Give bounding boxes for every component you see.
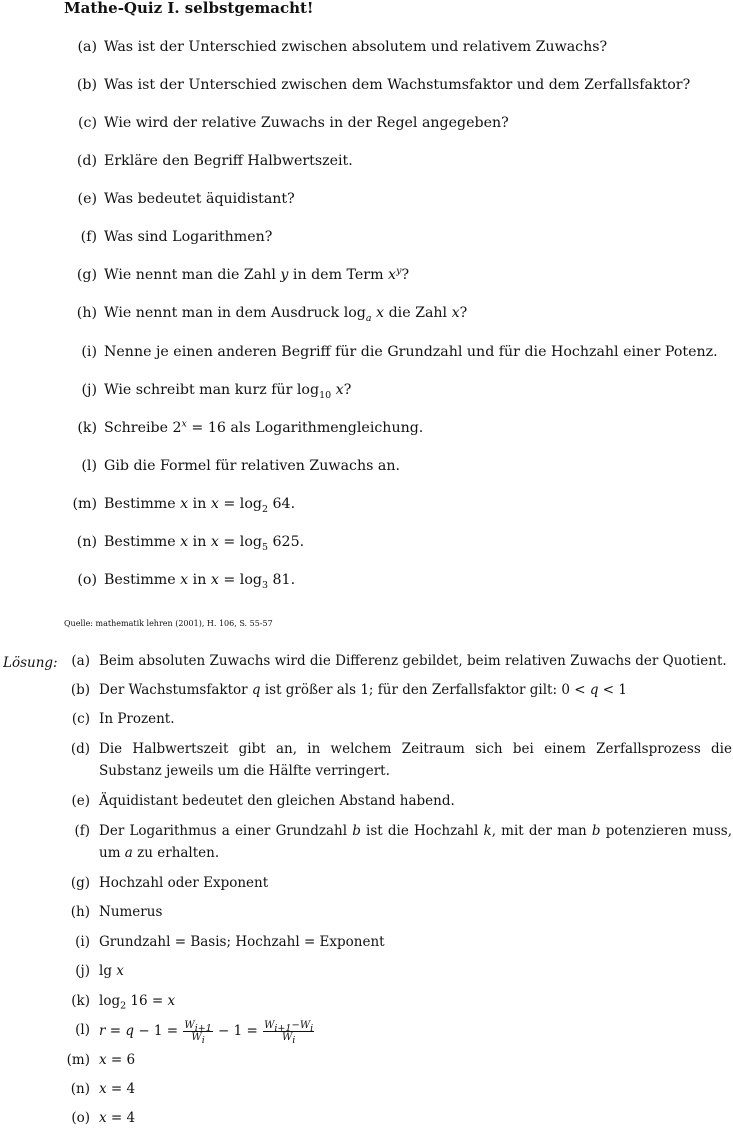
question-item-i <box>0 341 733 363</box>
text-run: = 4 <box>106 1081 136 1097</box>
question-item-d <box>0 150 733 172</box>
math-subscript: i+1 <box>274 1023 292 1034</box>
math-var: k <box>483 823 492 839</box>
answer-label: (c) <box>71 711 90 727</box>
math-var: y <box>280 267 289 283</box>
text-run: ist die Hochzahl <box>360 823 484 839</box>
fraction <box>183 1020 212 1046</box>
math-var: x <box>451 305 460 321</box>
question-text: Nenne je einen anderen Begriff für die Grundzahl und für die Hochzahl einer Potenz. <box>104 344 718 360</box>
answer-text: In Prozent. <box>99 711 175 727</box>
math-subscript: 2 <box>261 503 269 515</box>
text-run: 64. <box>268 496 296 512</box>
answer-text: Grundzahl = Basis; Hochzahl = Exponent <box>99 934 385 950</box>
math-subscript: 5 <box>261 541 269 553</box>
question-item-n <box>0 531 733 553</box>
answer-text <box>99 1050 732 1072</box>
math-subscript: i <box>201 1035 205 1046</box>
answer-label: (g) <box>70 875 90 891</box>
answer-text: Numerus <box>99 904 163 920</box>
text-run: < 1 <box>598 682 627 698</box>
text-run: = 4 <box>106 1110 136 1126</box>
text-run: in dem Term <box>288 267 389 283</box>
text-run: ? <box>343 382 352 398</box>
question-text: Gib die Formel für relativen Zuwachs an. <box>104 458 401 474</box>
text-run: Wie schreibt man kurz für log <box>104 382 320 398</box>
fraction <box>263 1020 314 1046</box>
text-run: = log <box>218 496 262 512</box>
answer-label: (b) <box>70 682 90 698</box>
answer-label: (h) <box>70 904 90 920</box>
math-var: r <box>99 1023 106 1039</box>
math-var: q <box>589 682 599 698</box>
text-run: = log <box>218 534 262 550</box>
answer-label: (i) <box>75 934 90 950</box>
question-item-e <box>0 188 733 210</box>
question-text: Was bedeutet äquidistant? <box>104 191 295 207</box>
quiz-title: Mathe-Quiz I. selbstgemacht! <box>64 0 314 17</box>
answer-label: (n) <box>70 1081 90 1097</box>
math-var: q <box>251 682 261 698</box>
math-var: q <box>125 1023 135 1039</box>
answer-label: (k) <box>71 993 90 1009</box>
question-label: (o) <box>77 572 97 588</box>
math-var: x <box>167 993 176 1009</box>
question-label: (d) <box>76 153 97 169</box>
question-item-b <box>0 74 733 96</box>
answer-label: (f) <box>74 823 90 839</box>
question-text <box>104 417 423 439</box>
text-run: lg <box>99 963 117 979</box>
text-run: 16 = <box>126 993 168 1009</box>
math-exponent: y <box>396 265 402 277</box>
math-var: b <box>591 823 601 839</box>
question-text: Wie wird der relative Zuwachs in der Regel angegeben? <box>104 115 509 131</box>
question-text: Was ist der Unterschied zwischen dem Wachstumsfaktor und dem Zerfallsfaktor? <box>104 77 691 93</box>
math-var: W <box>264 1020 275 1031</box>
answer-label: (d) <box>70 741 90 757</box>
text-run: potenzieren muss, um <box>99 823 732 861</box>
solution-heading: Lösung: <box>3 655 58 671</box>
answer-text: Hochzahl oder Exponent <box>99 875 269 891</box>
text-run: = 16 als Logarithmengleichung. <box>186 420 424 436</box>
math-var: x <box>210 572 219 588</box>
math-var: x <box>116 963 124 979</box>
text-run: Wie nennt man in dem Ausdruck log <box>104 305 366 321</box>
math-var: x <box>210 496 219 512</box>
text-run: ist größer als 1; für den Zerfallsfaktor gilt: 0 < <box>260 682 590 698</box>
question-item-j <box>0 379 733 401</box>
question-label: (j) <box>81 382 97 398</box>
math-subscript: i+1 <box>194 1023 212 1034</box>
answer-text <box>99 1079 732 1101</box>
math-subscript: 2 <box>120 1000 127 1012</box>
question-item-f <box>0 226 733 248</box>
math-var: x <box>180 534 189 550</box>
question-label: (l) <box>81 458 97 474</box>
math-var: x <box>99 1081 107 1097</box>
question-text: Was sind Logarithmen? <box>104 229 273 245</box>
question-text <box>104 379 351 401</box>
question-text <box>104 531 304 553</box>
answer-text <box>99 1108 732 1130</box>
text-run: Bestimme <box>104 572 181 588</box>
question-text <box>104 264 409 286</box>
answer-text <box>99 1020 732 1046</box>
question-text <box>104 569 295 591</box>
question-item-o <box>0 569 733 591</box>
answer-text <box>99 680 732 702</box>
math-var: x <box>388 267 397 283</box>
text-run: in <box>188 534 211 550</box>
math-var: x <box>376 305 385 321</box>
answer-text <box>99 961 732 983</box>
text-run: in <box>188 496 211 512</box>
math-var: x <box>210 534 219 550</box>
text-run: , mit der man <box>491 823 592 839</box>
text-run: in <box>188 572 211 588</box>
question-item-k <box>0 417 733 439</box>
math-var: W <box>191 1032 202 1043</box>
text-run: ? <box>401 267 410 283</box>
question-text: Erkläre den Begriff Halbwertszeit. <box>104 153 353 169</box>
math-var: x <box>99 1052 107 1068</box>
answer-text <box>99 821 732 864</box>
question-label: (m) <box>72 496 97 512</box>
text-run: Schreibe 2 <box>104 420 182 436</box>
math-var: W <box>299 1020 311 1031</box>
text-run: die Zahl <box>384 305 452 321</box>
question-label: (c) <box>77 115 97 131</box>
question-label: (n) <box>76 534 97 550</box>
text-run: − 1 = <box>134 1023 183 1039</box>
question-item-m <box>0 493 733 515</box>
answer-label: (l) <box>75 1022 90 1038</box>
question-label: (f) <box>80 229 97 245</box>
question-label: (h) <box>76 305 97 321</box>
text-run: ? <box>459 305 468 321</box>
question-item-a <box>0 36 733 58</box>
question-label: (b) <box>76 77 97 93</box>
question-item-g <box>0 264 733 286</box>
answer-label: (j) <box>75 963 90 979</box>
math-var: x <box>99 1110 107 1126</box>
question-item-l <box>0 455 733 477</box>
answer-text <box>99 991 732 1013</box>
answer-label: (o) <box>71 1110 90 1126</box>
question-item-c <box>0 112 733 134</box>
math-var: W <box>282 1032 293 1043</box>
question-label: (e) <box>77 191 97 207</box>
text-run: = <box>105 1023 126 1039</box>
question-label: (k) <box>77 420 97 436</box>
math-var: a <box>124 844 133 861</box>
math-exponent: x <box>181 418 187 430</box>
text-run: Der Logarithmus a einer Grundzahl <box>99 823 353 839</box>
question-text <box>104 493 295 515</box>
math-var: b <box>352 823 361 839</box>
math-var: x <box>335 382 344 398</box>
math-var: x <box>180 496 189 512</box>
answer-label: (e) <box>71 793 90 809</box>
text-run: 625. <box>268 534 305 550</box>
text-run: − 1 = <box>213 1023 263 1039</box>
question-item-h <box>0 302 733 324</box>
answer-label: (m) <box>66 1052 90 1068</box>
answer-text: Beim absoluten Zuwachs wird die Differenz gebildet, beim relativen Zuwachs der Quotient. <box>99 653 727 669</box>
question-label: (g) <box>76 267 97 283</box>
text-run: Der Wachstumsfaktor <box>99 682 252 698</box>
text-run: Bestimme <box>104 534 181 550</box>
text-run: = 6 <box>106 1052 136 1068</box>
text-run: = log <box>218 572 262 588</box>
question-label: (i) <box>81 344 97 360</box>
math-subscript: a <box>365 312 372 324</box>
text-run: log <box>99 993 121 1009</box>
math-subscript: 10 <box>319 389 332 401</box>
question-label: (a) <box>77 39 97 55</box>
text-run: 81. <box>268 572 296 588</box>
text-run: − <box>291 1020 300 1031</box>
answer-text: Die Halbwertszeit gibt an, in welchem Zeitraum sich bei einem Zerfallsprozess die Substanz jeweils um die Hälfte verringert. <box>99 741 732 779</box>
math-subscript: i <box>292 1035 296 1046</box>
text-run: Wie nennt man die Zahl <box>104 267 281 283</box>
math-subscript: i <box>310 1023 314 1034</box>
text-run: zu erhalten. <box>132 844 220 861</box>
source-citation: Quelle: mathematik lehren (2001), H. 106, S. 55-57 <box>64 619 273 628</box>
question-text: Was ist der Unterschied zwischen absolutem und relativem Zuwachs? <box>104 39 608 55</box>
math-var: W <box>184 1020 195 1031</box>
answer-label: (a) <box>71 653 90 669</box>
answer-text: Äquidistant bedeutet den gleichen Abstand habend. <box>99 793 455 809</box>
math-var: x <box>180 572 189 588</box>
math-subscript: 3 <box>261 579 269 591</box>
question-text <box>104 302 467 324</box>
text-run: Bestimme <box>104 496 181 512</box>
